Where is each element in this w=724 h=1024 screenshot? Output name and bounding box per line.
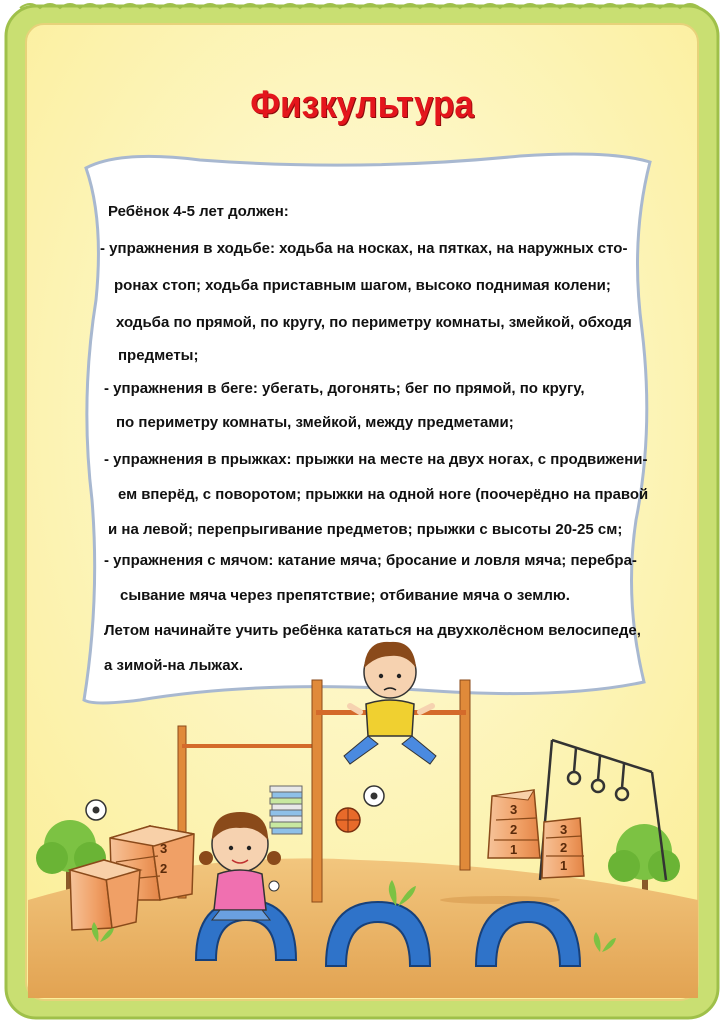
box-label: 3	[560, 822, 568, 837]
box-label: 2	[510, 822, 518, 837]
box-label: 3	[510, 802, 518, 817]
soccer-ball-left	[86, 800, 106, 820]
text-line: и на левой; перепрыгивание предметов; прыжки с высоты 20-25 см;	[108, 521, 623, 538]
text-line: - упражнения в ходьбе: ходьба на носках, на пятках, на наружных сто-	[100, 240, 628, 257]
box-label: 3	[160, 841, 168, 856]
text-line: ходьба по прямой, по кругу, по периметру комнаты, змейкой, обходя	[116, 314, 632, 331]
text-line: предметы;	[118, 347, 199, 364]
box-label: 1	[560, 858, 568, 873]
box-label: 1	[510, 842, 518, 857]
text-line: ем вперёд, с поворотом; прыжки на одной ноге (поочерёдно на правой	[118, 486, 649, 503]
text-line: Летом начинайте учить ребёнка кататься на двухколёсном велосипеде,	[104, 622, 641, 639]
page-title: Физкультура	[250, 84, 474, 126]
basketball	[336, 808, 360, 832]
box-label: 2	[160, 861, 168, 876]
text-line: - упражнения в беге: убегать, догонять; бег по прямой, по кругу,	[104, 380, 585, 397]
text-line: Ребёнок 4-5 лет должен:	[108, 203, 289, 220]
text-line: сывание мяча через препятствие; отбивание мяча о землю.	[120, 587, 570, 604]
box-label: 2	[560, 840, 568, 855]
text-line: ронах стоп; ходьба приставным шагом, высоко поднимая колени;	[114, 277, 611, 294]
soccer-ball-right	[364, 786, 384, 806]
text-line: по периметру комнаты, змейкой, между предметами;	[116, 414, 514, 431]
text-line: - упражнения с мячом: катание мяча; бросание и ловля мяча; перебра-	[104, 552, 637, 569]
books-stack	[270, 786, 302, 834]
text-line: - упражнения в прыжках: прыжки на месте на двух ногах, с продвижени-	[104, 451, 648, 468]
text-line: а зимой-на лыжах.	[104, 657, 244, 674]
